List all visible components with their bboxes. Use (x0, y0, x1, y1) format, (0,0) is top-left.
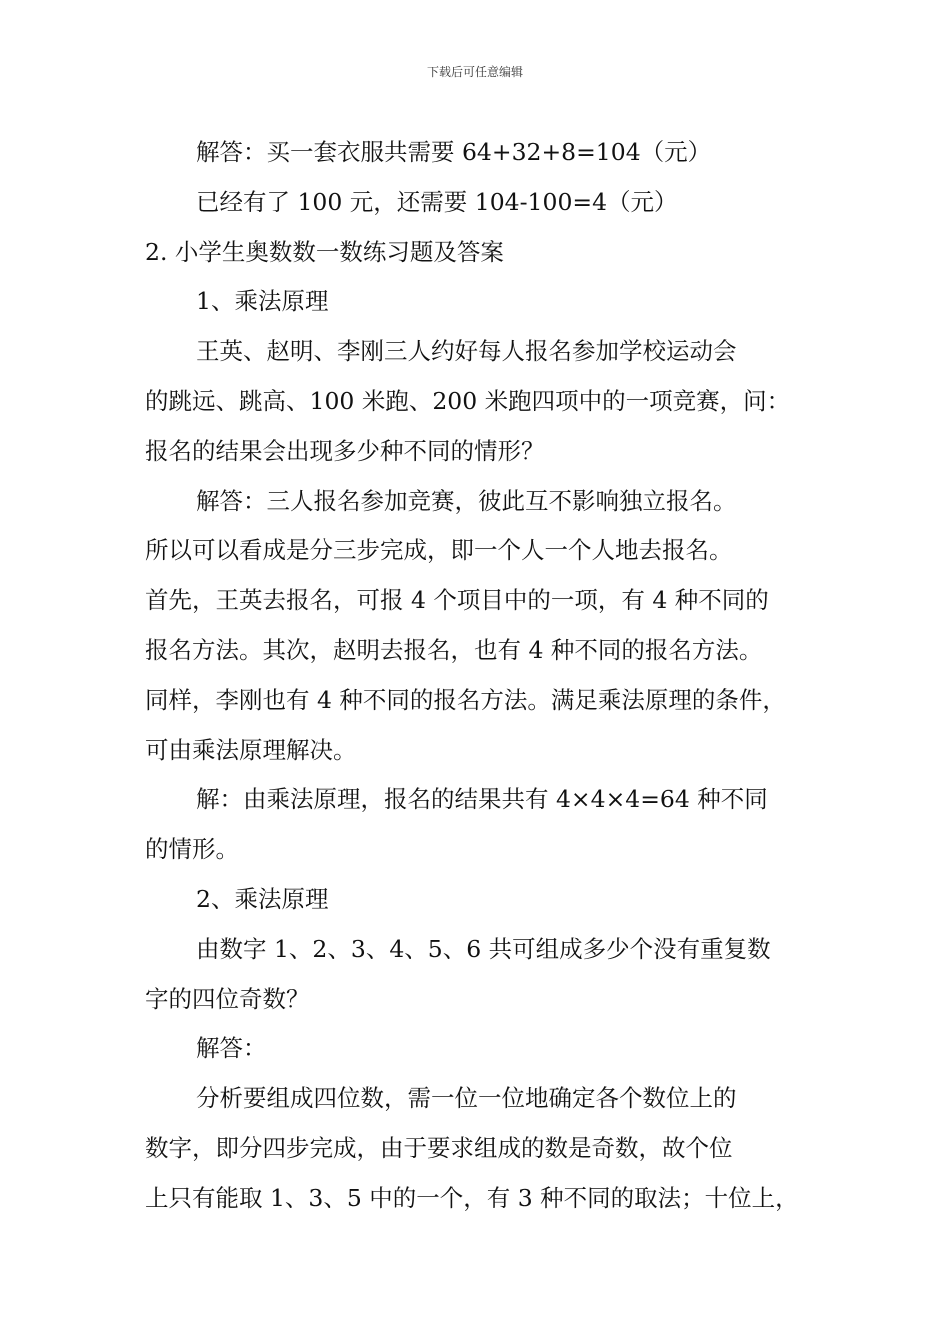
text-line: 分析要组成四位数，需一位一位地确定各个数位上的 (196, 1084, 737, 1113)
text-line: 已经有了 100 元，还需要 104-100=4（元） (196, 187, 678, 216)
text-line: 解答：买一套衣服共需要 64+32+8=104（元） (196, 138, 712, 166)
text-line: 报名方法。其次，赵明去报名，也有 4 种不同的报名方法。 (145, 635, 763, 664)
text-line: 解答： (196, 1034, 267, 1063)
text-line: 解答：三人报名参加竞赛，彼此互不影响独立报名。 (196, 486, 737, 515)
text-line: 由数字 1、2、3、4、5、6 共可组成多少个没有重复数 (196, 934, 771, 963)
text-line: 的跳远、跳高、100 米跑、200 米跑四项中的一项竞赛，问： (145, 386, 791, 415)
text-line: 上只有能取 1、3、5 中的一个，有 3 种不同的取法；十位上， (145, 1183, 799, 1212)
text-line: 首先，王英去报名，可报 4 个项目中的一项，有 4 种不同的 (145, 586, 769, 615)
text-line: 王英、赵明、李刚三人约好每人报名参加学校运动会 (196, 337, 737, 366)
subsection-heading: 1、乘法原理 (196, 287, 329, 316)
text-line: 解：由乘法原理，报名的结果共有 4×4×4=64 种不同 (196, 785, 768, 814)
text-line: 同样，李刚也有 4 种不同的报名方法。满足乘法原理的条件， (145, 685, 786, 714)
text-line: 可由乘法原理解决。 (145, 735, 357, 764)
document-body (145, 128, 825, 1224)
section-heading: 2. 小学生奥数数一数练习题及答案 (145, 237, 504, 266)
page-header: 下载后可任意编辑 (426, 65, 523, 79)
text-line: 所以可以看成是分三步完成，即一个人一个人地去报名。 (145, 536, 733, 565)
text-line: 字的四位奇数？ (145, 984, 310, 1013)
text-line: 数字，即分四步完成，由于要求组成的数是奇数，故个位 (145, 1133, 733, 1162)
text-line: 的情形。 (145, 835, 239, 864)
subsection-heading: 2、乘法原理 (196, 884, 329, 913)
text-line: 报名的结果会出现多少种不同的情形？ (145, 436, 545, 465)
